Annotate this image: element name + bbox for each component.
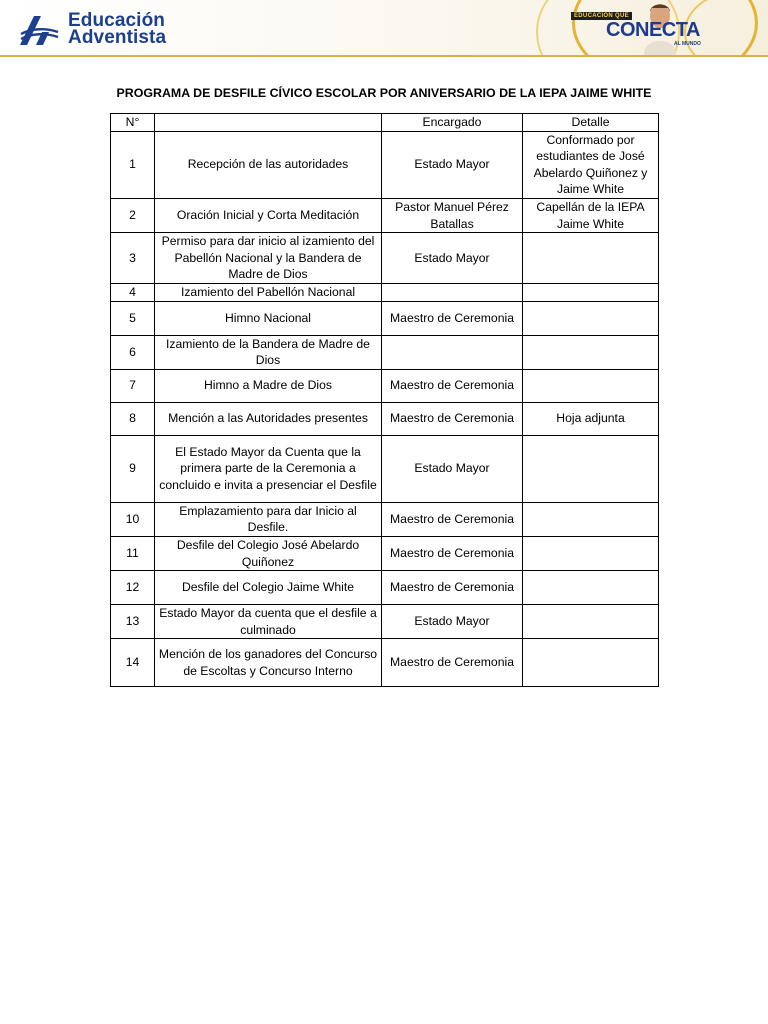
campaign-word: CONECTA [606, 19, 700, 41]
brand-line-1: Educación [68, 10, 165, 31]
table-row [111, 233, 659, 284]
cell-encargado: Maestro de Ceremonia [382, 536, 523, 570]
cell-detalle: Capellán de la IEPA Jaime White [523, 198, 659, 232]
cell-activity: Mención a las Autoridades presentes [155, 402, 382, 435]
table-row [111, 402, 659, 435]
cell-encargado: Maestro de Ceremonia [382, 639, 523, 687]
cell-activity: Permiso para dar inicio al izamiento del Pabellón Nacional y la Bandera de Madre de Dios [155, 233, 382, 284]
table-row [111, 283, 659, 301]
cell-activity: Oración Inicial y Corta Meditación [155, 198, 382, 232]
cell-activity: Himno a Madre de Dios [155, 369, 382, 402]
cell-detalle [523, 435, 659, 502]
table-row [111, 536, 659, 570]
cell-detalle [523, 301, 659, 335]
cell-number: 8 [111, 402, 155, 435]
cell-encargado: Estado Mayor [382, 233, 523, 284]
table-row [111, 605, 659, 639]
column-header-activity [155, 114, 382, 132]
cell-encargado [382, 335, 523, 369]
cell-encargado: Maestro de Ceremonia [382, 369, 523, 402]
cell-number: 13 [111, 605, 155, 639]
cell-number: 6 [111, 335, 155, 369]
cell-encargado: Maestro de Ceremonia [382, 402, 523, 435]
brand-line-2: Adventista [68, 27, 167, 48]
cell-detalle: Hoja adjunta [523, 402, 659, 435]
cell-activity: Emplazamiento para dar Inicio al Desfile. [155, 502, 382, 536]
cell-number: 2 [111, 198, 155, 232]
header-banner [0, 0, 768, 55]
cell-encargado [382, 283, 523, 301]
cell-detalle [523, 639, 659, 687]
column-header-number: N° [111, 114, 155, 132]
adventist-logo-icon [18, 14, 60, 46]
cell-number: 7 [111, 369, 155, 402]
program-table [110, 113, 659, 687]
cell-activity: Estado Mayor da cuenta que el desfile a culminado [155, 605, 382, 639]
table-header-row [111, 114, 659, 132]
table-row [111, 435, 659, 502]
cell-number: 10 [111, 502, 155, 536]
cell-number: 5 [111, 301, 155, 335]
cell-detalle [523, 605, 659, 639]
cell-detalle [523, 502, 659, 536]
cell-activity: El Estado Mayor da Cuenta que la primera parte de la Ceremonia a concluido e invita a presenciar el Desfile [155, 435, 382, 502]
campaign-banner [566, 0, 768, 55]
table-row [111, 335, 659, 369]
header-divider [0, 55, 768, 57]
cell-activity: Izamiento de la Bandera de Madre de Dios [155, 335, 382, 369]
cell-detalle [523, 335, 659, 369]
table-row [111, 131, 659, 198]
table-row [111, 571, 659, 605]
table-row [111, 198, 659, 232]
cell-number: 4 [111, 283, 155, 301]
column-header-detalle: Detalle [523, 114, 659, 132]
cell-number: 3 [111, 233, 155, 284]
table-row [111, 502, 659, 536]
cell-detalle [523, 571, 659, 605]
cell-activity: Desfile del Colegio José Abelardo Quiñonez [155, 536, 382, 570]
column-header-encargado: Encargado [382, 114, 523, 132]
cell-number: 9 [111, 435, 155, 502]
cell-number: 14 [111, 639, 155, 687]
cell-activity: Himno Nacional [155, 301, 382, 335]
cell-activity: Recepción de las autoridades [155, 131, 382, 198]
cell-detalle [523, 536, 659, 570]
cell-number: 12 [111, 571, 155, 605]
cell-number: 11 [111, 536, 155, 570]
cell-detalle [523, 283, 659, 301]
cell-number: 1 [111, 131, 155, 198]
cell-encargado: Maestro de Ceremonia [382, 571, 523, 605]
table-row [111, 301, 659, 335]
cell-detalle [523, 369, 659, 402]
cell-activity: Desfile del Colegio Jaime White [155, 571, 382, 605]
cell-encargado: Pastor Manuel Pérez Batallas [382, 198, 523, 232]
cell-activity: Izamiento del Pabellón Nacional [155, 283, 382, 301]
brand-name [68, 12, 166, 46]
cell-encargado: Estado Mayor [382, 435, 523, 502]
table-body [111, 131, 659, 687]
document-title: PROGRAMA DE DESFILE CÍVICO ESCOLAR POR ANIVERSARIO DE LA IEPA JAIME WHITE [116, 86, 652, 100]
campaign-subtext: AL MUNDO [674, 41, 701, 47]
table-row [111, 639, 659, 687]
cell-encargado: Maestro de Ceremonia [382, 502, 523, 536]
cell-encargado: Estado Mayor [382, 605, 523, 639]
cell-activity: Mención de los ganadores del Concurso de Escoltas y Concurso Interno [155, 639, 382, 687]
campaign-tag: EDUCACIÓN QUE [571, 12, 632, 20]
table-row [111, 369, 659, 402]
cell-encargado: Estado Mayor [382, 131, 523, 198]
cell-detalle: Conformado por estudiantes de José Abelardo Quiñonez y Jaime White [523, 131, 659, 198]
cell-encargado: Maestro de Ceremonia [382, 301, 523, 335]
cell-detalle [523, 233, 659, 284]
